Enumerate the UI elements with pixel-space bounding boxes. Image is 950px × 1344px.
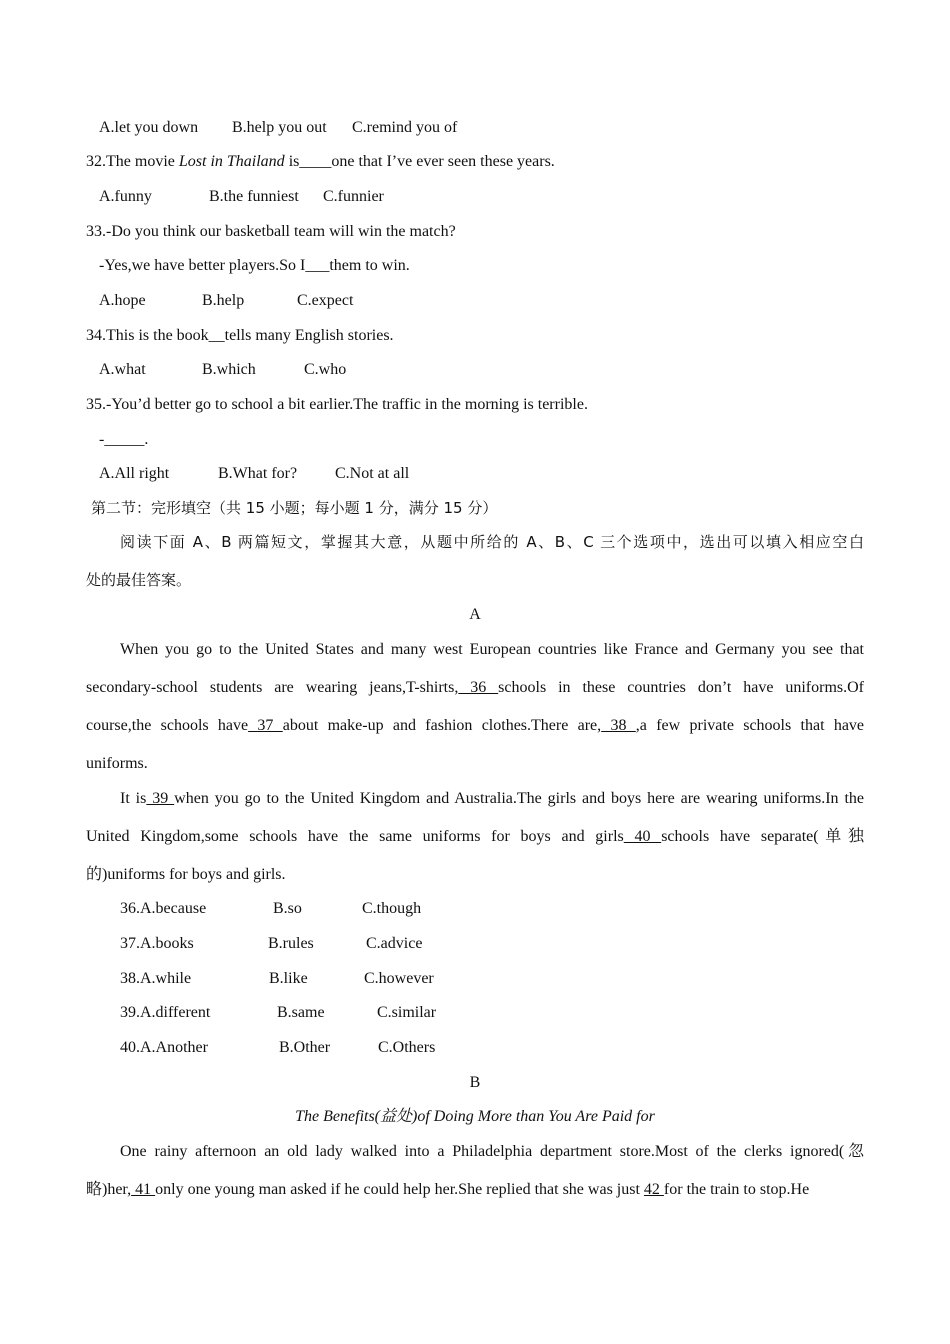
- blank-40: 40: [623, 828, 662, 845]
- q31-option-c: C.remind you of: [352, 119, 458, 136]
- q32-question: [86, 152, 555, 171]
- q40-option-c: C.Others: [378, 1039, 436, 1056]
- q34-option-b: B.which: [202, 361, 256, 378]
- passage-a-text: United Kingdom,some schools have the same uniforms for boys and girls: [86, 828, 624, 845]
- q32-text-post: is____one that I’ve ever seen these years.: [284, 153, 555, 170]
- blank-38: 38: [601, 717, 636, 734]
- q34-option-c: C.who: [304, 361, 347, 378]
- passage-a-text: schools have separate(单独: [661, 828, 865, 845]
- q35-reply: -_____.: [99, 431, 149, 448]
- section2-instructions-line1: 阅读下面 A、B 两篇短文，掌握其大意，从题中所给的 A、B、C 三个选项中，选出可以填入相应空白: [120, 533, 864, 551]
- section2-heading: 第二节：完形填空（共 15 小题；每小题 1 分，满分 15 分）: [91, 499, 498, 517]
- q38-option-c: C.however: [364, 970, 434, 987]
- passage-a-text: about make-up and fashion clothes.There are,: [282, 717, 602, 734]
- passage-a-text: schools in these countries don’t have uniforms.Of: [498, 679, 865, 696]
- q40-option-a: 40.A.Another: [120, 1039, 208, 1056]
- q32-option-a: A.funny: [99, 188, 152, 205]
- passage-a-text: It is: [120, 790, 147, 807]
- q33-question: 33.-Do you think our basketball team will win the match?: [86, 223, 456, 240]
- q32-text-pre: 32.The movie: [86, 153, 179, 170]
- q31-option-a: A.let you down: [99, 119, 199, 136]
- blank-36: 36: [458, 679, 499, 696]
- blank-39: 39: [146, 790, 175, 807]
- q33-option-a: A.hope: [99, 292, 146, 309]
- q36-option-a: 36.A.because: [120, 900, 207, 917]
- q38-option-a: 38.A.while: [120, 970, 192, 987]
- q36-option-b: B.so: [273, 900, 302, 917]
- passage-b-label: B: [469, 1074, 481, 1091]
- q33-option-c: C.expect: [297, 292, 354, 309]
- q34-option-a: A.what: [99, 361, 146, 378]
- q37-option-a: 37.A.books: [120, 935, 194, 952]
- q35-option-c: C.Not at all: [335, 465, 410, 482]
- blank-41: 41: [131, 1181, 156, 1198]
- passage-a-p2-line3: 的)uniforms for boys and girls.: [86, 866, 286, 883]
- passage-b-line2: [86, 1180, 809, 1199]
- blank-42: 42: [643, 1181, 664, 1198]
- q40-option-b: B.Other: [279, 1039, 331, 1056]
- passage-a-label: A: [469, 606, 481, 623]
- passage-a-text: secondary-school students are wearing jeans,T-shirts,: [86, 679, 459, 696]
- q39-option-c: C.similar: [377, 1004, 437, 1021]
- section2-instructions-line2: 处的最佳答案。: [86, 571, 192, 589]
- passage-a-p2-line1: [120, 789, 864, 808]
- passage-a-p1-line1: When you go to the United States and many west European countries like France and Germany you see that: [120, 641, 864, 658]
- passage-a-p1-line3: [86, 716, 864, 735]
- passage-a-text: course,the schools have: [86, 717, 249, 734]
- blank-37: 37: [248, 717, 283, 734]
- passage-a-text: ,a few private schools that have: [635, 717, 865, 734]
- q39-option-b: B.same: [277, 1004, 325, 1021]
- passage-b-text: for the train to stop.He: [663, 1181, 810, 1198]
- q32-option-b: B.the funniest: [209, 188, 299, 205]
- q33-option-b: B.help: [202, 292, 245, 309]
- passage-b-text: only one young man asked if he could help her.She replied that she was just: [155, 1181, 640, 1198]
- q32-movie-title: Lost in Thailand: [178, 153, 285, 170]
- passage-a-p1-line2: [86, 678, 864, 697]
- passage-b-title-text: The Benefits(益处)of Doing More than You Are Paid for: [295, 1108, 655, 1125]
- q39-option-a: 39.A.different: [120, 1004, 211, 1021]
- q35-option-a: A.All right: [99, 465, 170, 482]
- q35-question: 35.-You’d better go to school a bit earlier.The traffic in the morning is terrible.: [86, 396, 588, 413]
- q33-reply: -Yes,we have better players.So I___them to win.: [99, 257, 410, 274]
- q35-option-b: B.What for?: [218, 465, 298, 482]
- q34-question: 34.This is the book__tells many English stories.: [86, 327, 394, 344]
- passage-a-p2-line2: [86, 827, 864, 846]
- q32-option-c: C.funnier: [323, 188, 384, 205]
- passage-b-line1: One rainy afternoon an old lady walked into a Philadelphia department store.Most of the clerks ignored(忽: [120, 1143, 864, 1160]
- q31-option-b: B.help you out: [232, 119, 327, 136]
- passage-b-text: 略)her,: [86, 1181, 132, 1198]
- q37-option-c: C.advice: [366, 935, 423, 952]
- passage-b-title: [0, 1107, 950, 1126]
- q38-option-b: B.like: [269, 970, 308, 987]
- q36-option-c: C.though: [362, 900, 422, 917]
- passage-a-text: when you go to the United Kingdom and Australia.The girls and boys here are wearing uniforms.In the: [174, 790, 865, 807]
- q37-option-b: B.rules: [268, 935, 314, 952]
- passage-a-p1-line4: uniforms.: [86, 755, 148, 772]
